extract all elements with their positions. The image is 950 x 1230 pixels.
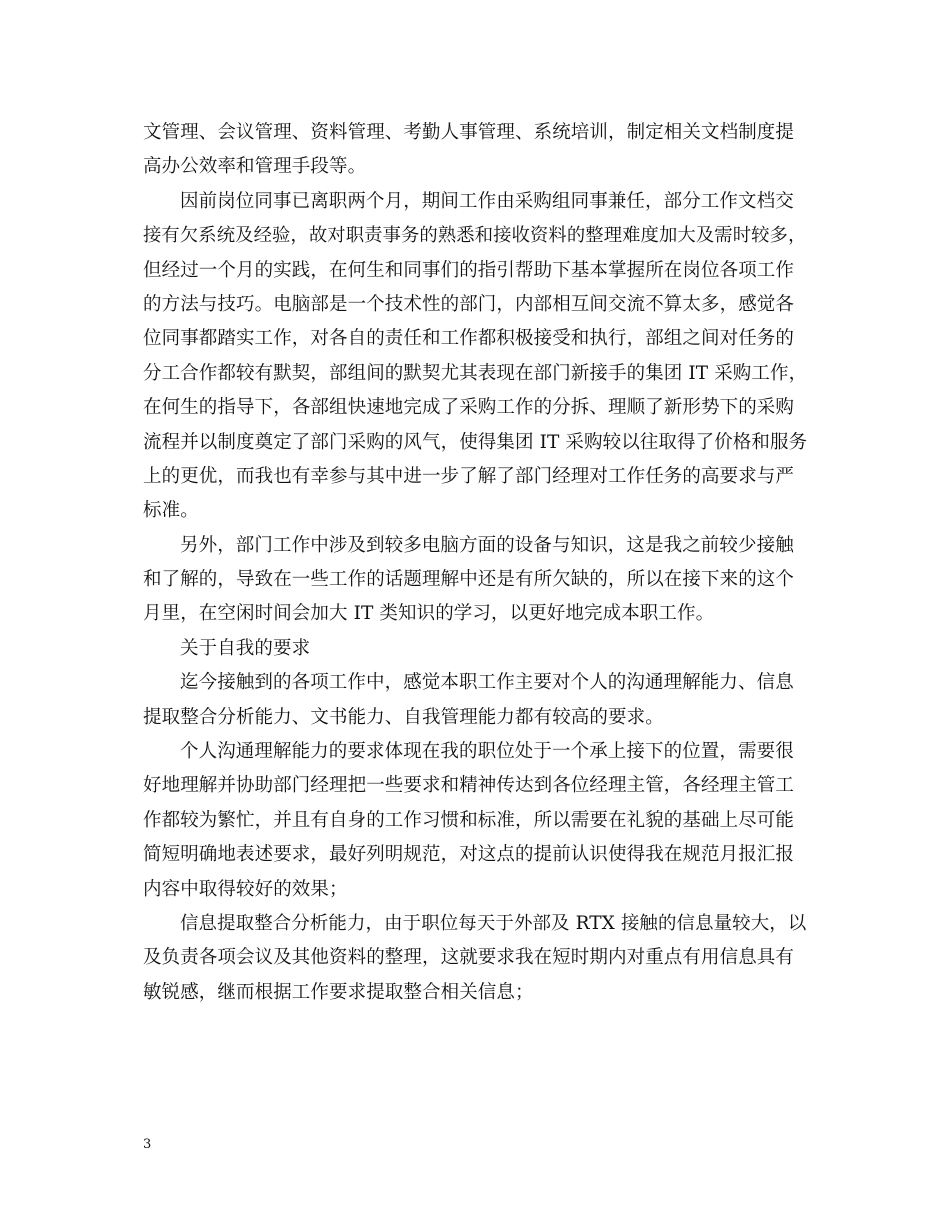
- text-line: 上的更优，而我也有幸参与其中进一步了解了部门经理对工作任务的高要求与严: [143, 465, 795, 487]
- text-line: 流程并以制度奠定了部门采购的风气，使得集团 IT 采购较以往取得了价格和服务: [143, 431, 808, 453]
- text-line: 作都较为繁忙，并且有自身的工作习惯和标准，所以需要在礼貌的基础上尽可能: [143, 809, 795, 831]
- text-line: 个人沟通理解能力的要求体现在我的职位处于一个承上接下的位置，需要很: [180, 741, 794, 763]
- text-line: 好地理解并协助部门经理把一些要求和精神传达到各位经理主管，各经理主管工: [143, 775, 795, 797]
- text-line: 因前岗位同事已离职两个月，期间工作由采购组同事兼任，部分工作文档交: [180, 190, 794, 212]
- text-line: 敏锐感，继而根据工作要求提取整合相关信息；: [143, 981, 534, 1003]
- text-line: 高办公效率和管理手段等。: [143, 156, 367, 178]
- page-number: 3: [143, 1137, 152, 1152]
- text-line: 位同事都踏实工作，对各自的责任和工作都积极接受和执行，部组之间对任务的: [143, 328, 795, 350]
- text-line: 在何生的指导下，各部组快速地完成了采购工作的分拆、理顺了新形势下的采购: [143, 397, 795, 419]
- section-heading: 关于自我的要求: [180, 637, 311, 659]
- text-line: 标准。: [143, 500, 199, 522]
- text-line: 文管理、会议管理、资料管理、考勤人事管理、系统培训，制定相关文档制度提: [143, 122, 795, 143]
- document-body: [143, 116, 807, 1010]
- text-line: 简短明确地表述要求，最好列明规范，对这点的提前认识使得我在规范月报汇报: [143, 844, 795, 866]
- text-line: 及负责各项会议及其他资料的整理，这就要求我在短时期内对重点有用信息具有: [143, 947, 795, 969]
- text-line: 提取整合分析能力、文书能力、自我管理能力都有较高的要求。: [143, 706, 664, 728]
- text-line: 月里，在空闲时间会加大 IT 类知识的学习，以更好地完成本职工作。: [143, 603, 715, 625]
- text-line: 的方法与技巧。电脑部是一个技术性的部门，内部相互间交流不算太多，感觉各: [143, 293, 795, 315]
- text-line: 和了解的，导致在一些工作的话题理解中还是有所欠缺的，所以在接下来的这个: [143, 569, 795, 591]
- text-line: 接有欠系统及经验，故对职责事务的熟悉和接收资料的整理难度加大及需时较多，: [143, 225, 807, 247]
- text-line: 另外，部门工作中涉及到较多电脑方面的设备与知识，这是我之前较少接触: [180, 534, 794, 556]
- text-line: 内容中取得较好的效果；: [143, 878, 348, 900]
- body-text: [143, 116, 807, 1010]
- text-line: 信息提取整合分析能力，由于职位每天于外部及 RTX 接触的信息量较大，以: [180, 912, 807, 934]
- text-line: 迄今接触到的各项工作中，感觉本职工作主要对个人的沟通理解能力、信息: [180, 672, 794, 694]
- text-line: 分工合作都较有默契，部组间的默契尤其表现在部门新接手的集团 IT 采购工作，: [143, 362, 808, 384]
- text-line: 但经过一个月的实践，在何生和同事们的指引帮助下基本掌握所在岗位各项工作: [143, 259, 795, 281]
